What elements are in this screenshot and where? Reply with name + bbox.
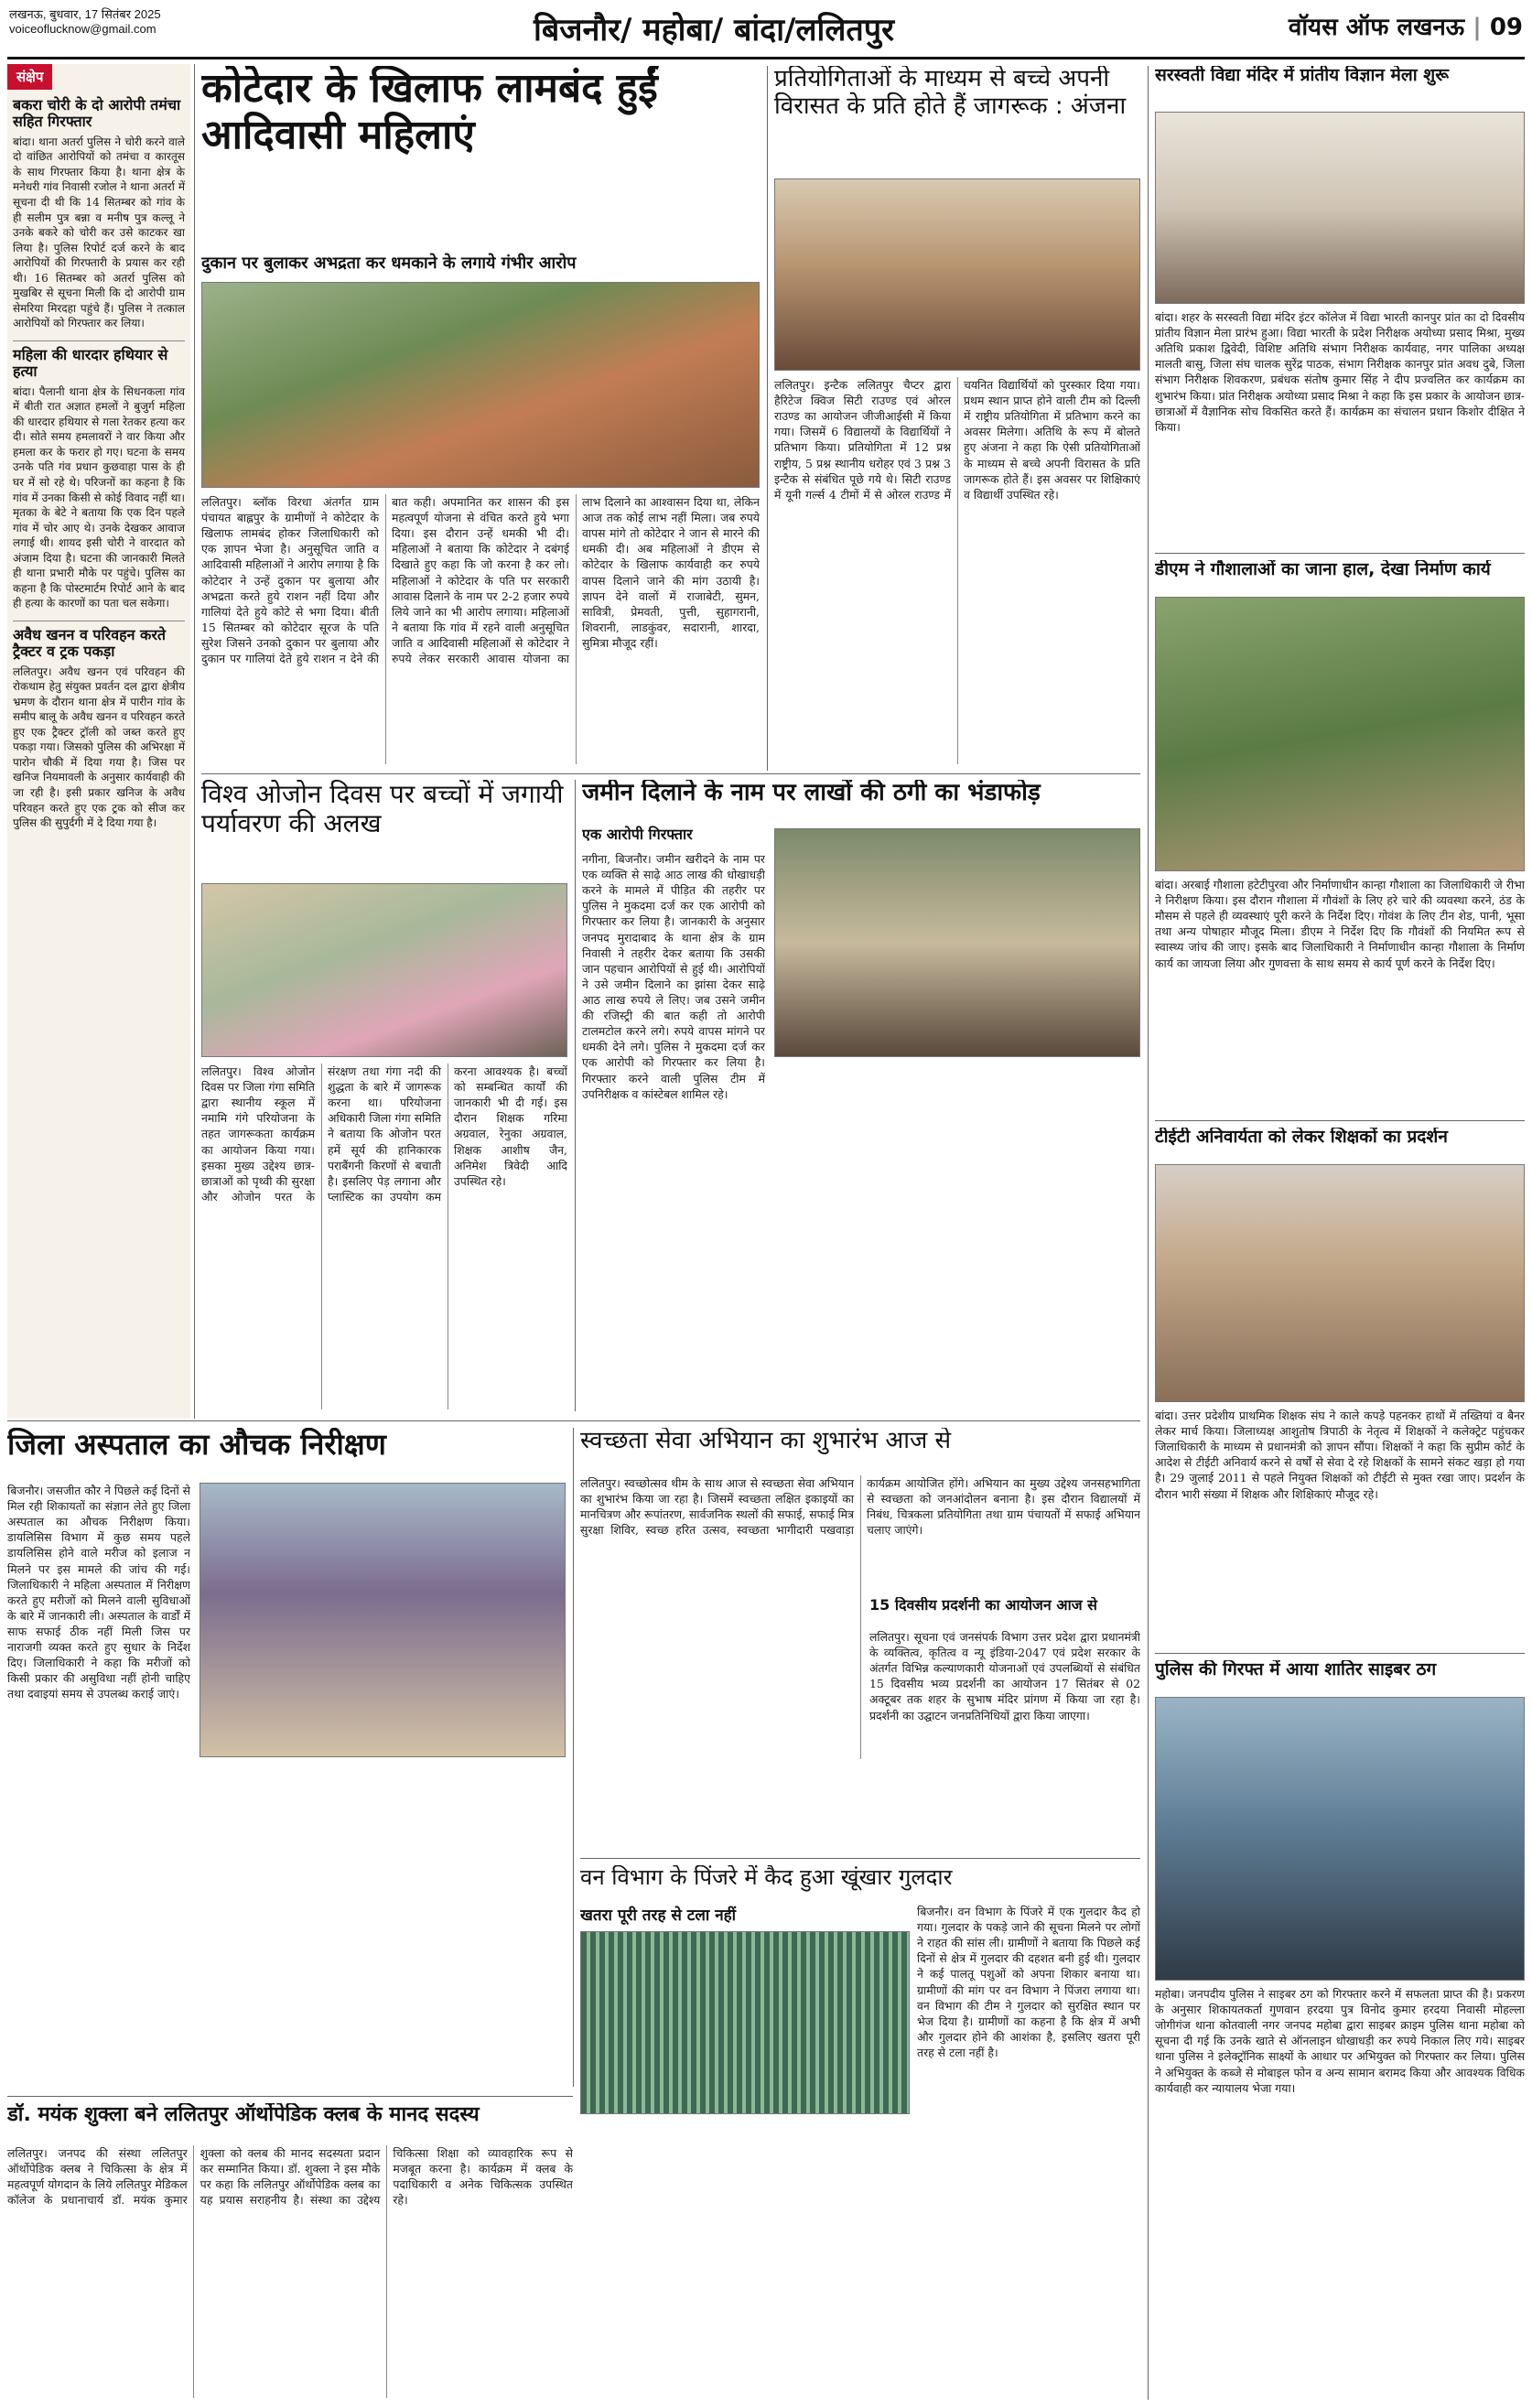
article-2-photo bbox=[774, 178, 1140, 371]
dateline: लखनऊ, बुधवार, 17 सितंबर 2025 bbox=[9, 7, 161, 21]
masthead-meta bbox=[9, 5, 284, 42]
article-6-headline: पुलिस की गिरफ्त में आया शातिर साइबर ठग bbox=[1155, 1660, 1437, 1679]
divider-8 bbox=[575, 780, 576, 1411]
article-9-body-cont bbox=[200, 1765, 566, 2087]
brand: वॉयस ऑफ लखनऊ | 09 bbox=[1288, 14, 1523, 41]
sidebar-body-1: बांदा। थाना अतर्रा पुलिस ने चोरी करने वाले दो वांछित आरोपियों को तमंचा व कारतूस के साथ गिरफ्तार किया है। थाना क्षेत्र के मनेधरी गांव निवासी रजोल ने थाना अतर्रा में सूचना दी थी कि 14 सितम्बर को गांव के ही सलीम पुत्र बन्ना व मनीष पुत्र कल्लू ने उनके बकरे को चोरी कर उसे काटकर खा लिया है। पुलिस रिपोर्ट दर्ज करने के बाद आरोपियों की गिरफ्तारी के प्रयास कर रही थी। 16 सितम्बर को अतर्रा पुलिस को मुखबिर से सूचना मिली कि दो आरोपी ग्राम सेमरिया मिरदहा पहुंचे हैं। पुलिस ने तत्काल आरोपियों को गिरफ्तार कर लिया। bbox=[13, 135, 185, 330]
article-1-body: ललितपुर। ब्लॉक विरधा अंतर्गत ग्राम पंचायत बाह्लपुर के ग्रामीणों ने कोटेदार के खिलाफ लामबंद होकर जिलाधिकारी को एक ज्ञापन भेजा है। अनुसूचित जाति व आदिवासी महिलाओं ने आरोप लगाया है कि कोटेदार ने उन्हें दुकान पर बुलाया और अभद्रता करते हुये राशन नहीं दिया और गालियां देते हुये कोटे से भगा दिया। बीती 15 सितम्बर को कोटेदार सूरज के पति सुरेश जिसने उनको दुकान पर बुलाया और दुकान पर गालियां देते हुये राशन न देने की बात कही। अपमानित कर शासन की इस महत्वपूर्ण योजना से वंचित करते हुये भगा दिया। इस दौरान उन्हें धमकी भी दी। महिलाओं ने बताया कि कोटेदार ने दबंगई दिखाते हुए कहा कि जो करना है कर लो। महिलाओं ने कोटेदार के पति पर सरकारी आवास दिलाने के नाम पर 2-2 हजार रुपये लिये जाने का भी आरोप लगाया। महिलाओं ने बताया कि गांव में रहने वाली अनुसूचित जाति व आदिवासी महिलाओं से कोटेदार ने रुपये लेकर सरकारी आवास योजना का लाभ दिलाने का आश्वासन दिया था, लेकिन आज तक कोई लाभ नहीं मिला। जब रुपये वापस मांगे तो कोटेदार ने जान से मारने की धमकी दी। अब महिलाओं ने डीएम से कोटेदार के खिलाफ कार्यवाही कर रुपये वापस दिलाने जाने की मांग उठायी है। ज्ञापन देने वालों में राजाबेटी, सुमन, सावित्री, प्रेमवती, पुत्ती, सुहागरानी, शिवरानी, लाडकुंवर, सदारानी, शारदा, सुमित्रा मौजूद रहीं। bbox=[201, 495, 760, 666]
article-13-headline: डॉ. मयंक शुक्ला बने ललितपुर ऑर्थोपेडिक क्लब के मानद सदस्य bbox=[7, 2103, 480, 2126]
sidebar-title-2: महिला की धारदार हथियार से हत्या bbox=[13, 340, 185, 381]
article-10-body: ललितपुर। स्वच्छोत्सव थीम के साथ आज से स्वच्छता सेवा अभियान का शुभारंभ किया जा रहा है। जिसमें स्वच्छता लक्षित इकाइयों का मानचित्रण और रूपांतरण, सार्वजनिक स्थलों की सफाई, सफाई मित्र सुरक्षा शिविर, स्वच्छ हरित उत्सव, स्वच्छता भागीदारी पखवाड़ा कार्यक्रम आयोजित होंगे। अभियान का मुख्य उद्देश्य जनसहभागिता से स्वच्छता को जनआंदोलन बनाना है। इस दौरान विद्यालयों में निबंध, चित्रकला प्रतियोगिता तथा ग्राम पंचायतों में सफाई अभियान चलाए जाएंगे। bbox=[580, 1476, 1140, 1538]
divider-6 bbox=[1148, 1420, 1149, 2400]
article-7-headline: विश्व ओजोन दिवस पर बच्चों में जगायी पर्यावरण की अलख bbox=[201, 780, 564, 839]
article-8-headline: जमीन दिलाने के नाम पर लाखों की ठगी का भंडाफोड़ bbox=[582, 780, 1041, 806]
article-10-headline: स्वच्छता सेवा अभियान का शुभारंभ आज से bbox=[580, 1428, 952, 1454]
article-3-photo bbox=[1155, 112, 1525, 304]
article-1-photo bbox=[201, 282, 760, 488]
article-8-body-cont bbox=[774, 1064, 1140, 1409]
divider-1 bbox=[767, 66, 768, 771]
article-4-body: बांदा। अरबाई गौशाला हटेटीपुरवा और निर्माणाधीन कान्हा गौशाला का जिलाधिकारी जे रीभा ने निरीक्षण किया। इस दौरान गौशाला में गौवंशों के लिए हरे चारे की व्यवस्था करने, ठंड के मौसम से पहले ही व्यवस्थाएं पूरी करने के निर्देश दिए। गोवंश के लिए टीन शेड, पानी, भूसा तथा अन्य पोषाहार मौजूद मिला। डीएम ने निर्देश दिए कि गौवंशों की नियमित रूप से स्वास्थ्य जांच की जाए। इसके बाद जिलाधिकारी ने निर्माणाधीन कान्हा गौशाला के निर्माण कार्य का जायजा लिया और गुणवत्ता के साथ समय से कार्य पूर्ण करने के निर्देश दिए। bbox=[1155, 878, 1525, 970]
article-1-subhead: दुकान पर बुलाकर अभद्रता कर धमकाने के लगाये गंभीर आरोप bbox=[201, 254, 577, 273]
article-9-headline: जिला अस्पताल का औचक निरीक्षण bbox=[7, 1428, 386, 1462]
article-4-photo bbox=[1155, 597, 1525, 871]
article-8-photo bbox=[774, 828, 1140, 1057]
divider-3 bbox=[1155, 553, 1525, 554]
edition-title: बिजनौर/ महोबा/ बांदा/ललितपुर bbox=[534, 12, 894, 49]
sidebar-body-3: ललितपुर। अवैध खनन एवं परिवहन की रोकथाम हेतु संयुक्त प्रवर्तन दल द्वारा क्षेत्रीय भ्रमण के दौरान थाना क्षेत्र में पारीन गांव के समीप बालू के अवैध खनन व परिवहन करते हुए एक ट्रैक्टर ट्रॉली को जब्त करते हुए पकड़ा गया। जिसको पुलिस की अभिरक्षा में पारोन चौकी में दिया गया है। जिस पर खनिज नियमावली के अनुसार कार्यवाही की जा रही है। इसी प्रकार खनिज के अवैध परिवहन करते हुए एक ट्रक को सीज कर पुलिस की सुपुर्दगी में दे दिया गया है। bbox=[13, 664, 185, 830]
brand-name: वॉयस ऑफ लखनऊ bbox=[1288, 14, 1465, 41]
sidebar-title-3: अवैध खनन व परिवहन करते ट्रैक्टर व ट्रक पकड़ा bbox=[13, 621, 185, 661]
article-3-headline: सरस्वती विद्या मंदिर में प्रांतीय विज्ञान मेला शुरू bbox=[1155, 66, 1449, 85]
article-2-headline: प्रतियोगिताओं के माध्यम से बच्चे अपनी विरासत के प्रति होते हैं जागरूक : अंजना bbox=[774, 66, 1127, 120]
divider-4 bbox=[1155, 1120, 1525, 1121]
sidebar-divider bbox=[194, 64, 195, 1419]
article-6-body: महोबा। जनपदीय पुलिस ने साइबर ठग को गिरफ्तार करने में सफलता प्राप्त की है। प्रकरण के अनुसार शिकायतकर्ता गुणवान हरदया पुत्र विनोद कुमार हरदया निवासी मोहल्ला जोगीगंज थाना कोतवाली नगर जनपद महोबा द्वारा साइबर क्राइम पुलिस थाना महोबा को सूचना दी गई कि उनके खाते से ऑनलाइन धोखाधड़ी कर रुपये निकाल लिए गये। साइबर थाना पुलिस ने इलेक्ट्रॉनिक साक्ष्यों के आधार पर अभियुक्त को गिरफ्तार कर लिया। पुलिस ने अभियुक्त के कब्जे से मोबाइल फोन व अन्य सामान बरामद किया और आवश्यक विधिक कार्यवाही कर न्यायालय भेजा गया। bbox=[1155, 1987, 1525, 2095]
sidebar-body-2: बांदा। पैलानी थाना क्षेत्र के सिधनकला गांव में बीती रात अज्ञात हमलों ने बुजुर्ग महिला की धारदार हथियार से गला रेतकर हत्या कर दी। सोते समय हमलावरों ने वार किया और हमला कर के फरार हो गए। घटना के समय उनके पति गंव प्रधान कुछवाहा पास के ही घर में सो रहे थे। परिजनों का कहना है कि गांव में उनका किसी से कोई विवाद नहीं था। मृतका के बेटे ने बताया कि एक दिन पहले गांव में चोर आए थे। उनके देखकर आवाज लगाई थी। शायद इसी चोरी ने वारदात को अंजाम दिया है। घटना की जानकारी मिलते ही थाना प्रभारी मौके पर पहुंचे। पुलिस का कहना है कि पोस्टमार्टम रिपोर्ट आने के बाद ही हत्या के कारणों का पता चल सकेगा। bbox=[13, 384, 185, 610]
article-7-photo bbox=[201, 883, 567, 1057]
article-11-headline: 15 दिवसीय प्रदर्शनी का आयोजन आज से bbox=[869, 1597, 1097, 1614]
article-13-body: ललितपुर। जनपद की संस्था ललितपुर ऑर्थोपेडिक क्लब ने चिकित्सा के क्षेत्र में महत्वपूर्ण योगदान के लिये ललितपुर मेडिकल कॉलेज के प्रधानाचार्य डॉ. मयंक कुमार शुक्ला को क्लब की मानद सदस्यता प्रदान कर सम्मानित किया। डॉ. शुक्ला ने इस मौके पर कहा कि ललितपुर ऑर्थोपेडिक क्लब का यह प्रयास सराहनीय है। संस्था का उद्देश्य चिकित्सा शिक्षा को व्यावहारिक रूप से मजबूत करना है। कार्यक्रम में क्लब के पदाधिकारी व अनेक चिकित्सक उपस्थित रहे। bbox=[7, 2146, 573, 2208]
article-1-headline: कोटेदार के खिलाफ लामबंद हुईं आदिवासी महिलाएं bbox=[201, 66, 658, 158]
divider-11 bbox=[580, 1858, 1140, 1859]
article-2-body: ललितपुर। इन्टैक ललितपुर चैप्टर द्वारा हैरिटेज क्विज सिटी राउण्ड एवं ओरल राउण्ड का आयोजन जीजीआईसी में किया गया। जिसमें 6 विद्यालयों के विद्यार्थियों ने प्रतिभाग किया। प्रतियोगिता में 12 प्रश्न राष्ट्रीय, 5 प्रश्न स्थानीय धरोहर एवं 3 प्रश्न 3 इन्टैक से संबंधित पूछे गये थे। सिटी राउण्ड में यूनी गर्ल्स 4 टीमों में से ओरल राउण्ड में चयनित विद्यार्थियों को पुरस्कार दिया गया। प्रथम स्थान प्राप्त होने वाली टीम को दिल्ली में राष्ट्रीय प्रतियोगिता में प्रतिभाग करने का अवसर मिलेगा। अतिथि के रूप में बोलते हुए अंजना ने कहा कि ऐसी प्रतियोगिताओं के माध्यम से बच्चे अपनी विरासत के प्रति जागरूक होते हैं। इस अवसर पर शिक्षिकाएं व विद्यार्थी उपस्थित रहे। bbox=[774, 378, 1140, 502]
article-6-photo bbox=[1155, 1697, 1525, 1981]
article-12-headline: वन विभाग के पिंजरे में कैद हुआ खूंखार गुलदार bbox=[580, 1865, 953, 1890]
divider-12 bbox=[7, 2096, 573, 2097]
article-12-subhead: खतरा पूरी तरह से टला नहीं bbox=[580, 1906, 737, 1925]
article-5-headline: टीईटी अनिवार्यता को लेकर शिक्षकों का प्रदर्शन bbox=[1155, 1128, 1448, 1147]
sidebar-tag: संक्षेप bbox=[7, 64, 52, 90]
divider-9 bbox=[7, 1420, 1140, 1421]
article-8-body: नगीना, बिजनौर। जमीन खरीदने के नाम पर एक व्यक्ति से साढ़े आठ लाख की धोखाधड़ी करने के मामले में पीड़ित की तहरीर पर पुलिस ने मुकदमा दर्ज कर एक आरोपी को गिरफ्तार कर लिया है। जानकारी के अनुसार जनपद मुरादाबाद के थाना क्षेत्र के ग्राम निवासी ने तहरीर देकर बताया कि उसकी जान पहचान आरोपियों से हुई थी। आरोपियों ने उसे जमीन दिलाने का झांसा देकर साढ़े आठ लाख रुपये ले लिए। जब उसने जमीन की रजिस्ट्री की बात कही तो आरोपी टालमटोल करने लगे। रुपये वापस मांगने पर धमकी देने लगे। पुलिस ने मुकदमा दर्ज कर एक आरोपी को गिरफ्तार कर लिया है। गिरफ्तार करने वाली पुलिस टीम में उपनिरीक्षक व कांस्टेबल शामिल रहे। bbox=[582, 852, 765, 1101]
article-5-photo bbox=[1155, 1164, 1525, 1402]
email: voiceoflucknow@gmail.com bbox=[9, 22, 156, 36]
divider-2 bbox=[1148, 66, 1149, 1420]
divider-10 bbox=[573, 1428, 574, 2087]
article-9-body: बिजनौर। जसजीत कौर ने पिछले कई दिनों से मिल रही शिकायतों का संज्ञान लेते हुए जिला अस्पताल का औचक निरीक्षण किया। डायलिसिस विभाग में कुछ समय पहले डायलिसिस होने वाले मरीज को इलाज न मिलने पर इस मामले की जांच की गई। जिलाधिकारी ने महिला अस्पताल में निरीक्षण करते हुए मरीजों को मिलने वाली सुविधाओं के बारे में जानकारी ली। अस्पताल के वार्डों में साफ सफाई ठीक नहीं मिली जिस पर नाराजगी व्यक्त करते हुए सुधार के निर्देश दिए। जिलाधिकारी ने कहा कि मरीजों को किसी प्रकार की असुविधा नहीं होनी चाहिए तथा दवाइयां समय से उपलब्ध कराई जाएं। bbox=[7, 1484, 190, 1701]
page-number: 09 bbox=[1489, 14, 1523, 41]
article-11-body: ललितपुर। सूचना एवं जनसंपर्क विभाग उत्तर प्रदेश द्वारा प्रधानमंत्री के व्यक्तित्व, कृतित्व व न्यू इंडिया-2047 एवं प्रदेश सरकार के अंतर्गत विभिन्न कल्याणकारी योजनाओं एवं उपलब्धियों से संबंधित 15 दिवसीय भव्य प्रदर्शनी का आयोजन 17 सितंबर से 02 अक्टूबर तक शहर के सुभाष मंदिर प्रांगण में किया जा रहा है। प्रदर्शनी का उद्घाटन जनप्रतिनिधियों द्वारा किया जाएगा। bbox=[869, 1630, 1140, 1722]
divider-7 bbox=[201, 773, 1140, 774]
divider-5 bbox=[1155, 1653, 1525, 1654]
article-7-body: ललितपुर। विश्व ओजोन दिवस पर जिला गंगा समिति द्वारा स्थानीय स्कूल में नमामि गंगे परियोजना के तहत जागरूकता कार्यक्रम का आयोजन किया गया। इसका मुख्य उद्देश्य छात्र-छात्राओं को पृथ्वी की सुरक्षा और ओजोन परत के संरक्षण तथा गंगा नदी की शुद्धता के बारे में जागरूक करना था। परियोजना अधिकारी जिला गंगा समिति ने बताया कि ओजोन परत हमें सूर्य की हानिकारक पराबैंगनी किरणों से बचाती है। इसलिए पेड़ लगाना और प्लास्टिक का उपयोग कम करना आवश्यक है। बच्चों को सम्बन्धित कार्यों की जानकारी भी दी गई। इस दौरान शिक्षक गरिमा अग्रवाल, रेनुका अग्रवाल, शिक्षक आशीष जैन, अनिमेश त्रिवेदी आदि उपस्थित रहे। bbox=[201, 1064, 567, 1204]
sidebar bbox=[7, 64, 190, 1419]
article-12-body: बिजनौर। वन विभाग के पिंजरे में एक गुलदार कैद हो गया। गुलदार के पकड़े जाने की सूचना मिलने पर लोगों ने राहत की सांस ली। ग्रामीणों ने बताया कि पिछले कई दिनों से क्षेत्र में गुलदार की दहशत बनी हुई थी। गुलदार ने कई पालतू पशुओं को अपना शिकार बनाया था। ग्रामीणों की मांग पर वन विभाग ने पिंजरा लगाया था। वन विभाग की टीम ने गुलदार को सुरक्षित स्थान पर भेज दिया है। ग्रामीणों का कहना है कि क्षेत्र में अभी और गुलदार होने की आशंका है, इसलिए खतरा पूरी तरह से टला नहीं है। bbox=[917, 1905, 1140, 2059]
article-12-body-cont bbox=[580, 2122, 910, 2398]
article-5-body: बांदा। उत्तर प्रदेशीय प्राथमिक शिक्षक संघ ने काले कपड़े पहनकर हाथों में तख्तियां व बैनर लेकर मार्च किया। जिलाध्यक्ष आशुतोष त्रिपाठी के नेतृत्व में शिक्षकों ने कलेक्ट्रेट पहुंचकर जिलाधिकारी के माध्यम से प्रधानमंत्री को ज्ञापन सौंपा। शिक्षकों ने कहा कि सुप्रीम कोर्ट के आदेश से टीईटी अनिवार्य करने से वर्षों से सेवा दे रहे शिक्षकों के सामने संकट खड़ा हो गया है। 29 जुलाई 2011 से पहले नियुक्त शिक्षकों को टीईटी से मुक्त रखा जाए। प्रदर्शन के दौरान भारी संख्या में शिक्षक और शिक्षिकाएं मौजूद रहे। bbox=[1155, 1409, 1525, 1501]
article-12-photo bbox=[580, 1931, 910, 2114]
article-4-headline: डीएम ने गौशालाओं का जाना हाल, देखा निर्माण कार्य bbox=[1155, 560, 1491, 579]
article-3-body: बांदा। शहर के सरस्वती विद्या मंदिर इंटर कॉलेज में विद्या भारती कानपुर प्रांत का दो दिवसीय प्रांतीय विज्ञान मेला प्रारंभ हुआ। विद्या भारती के प्रदेश निरीक्षक अयोध्या प्रसाद मिश्रा, मुख्य अतिथि प्रकाश द्विवेदी, विशिष्ट अतिथि संभाग निरीक्षक कार्यवाह, नगर पालिका अध्यक्ष मालती बासु, जिला संघ चालक सुरेंद्र पाठक, संभाग निरीक्षक कानपुर प्रांत अवध दुबे, जिला संभाग निरीक्षक शिवकरण, प्रबंधक संतोष कुमार सिंह ने दीप प्रज्वलित कर कार्यक्रम का शुभारंभ किया। प्रांत निरीक्षक अयोध्या प्रसाद मिश्रा ने कहा कि इस प्रकार के आयोजन छात्र-छात्राओं में वैज्ञानिक सोच विकसित करते हैं। कार्यक्रम का संचालन प्रधान किशोर दीक्षित ने किया। bbox=[1155, 310, 1525, 434]
masthead-rule bbox=[7, 57, 1525, 59]
sidebar-title-1: बकरा चोरी के दो आरोपी तमंचा सहित गिरफ्तार bbox=[13, 96, 181, 131]
article-8-subhead: एक आरोपी गिरफ्तार bbox=[582, 826, 693, 843]
article-9-photo bbox=[200, 1483, 566, 1757]
